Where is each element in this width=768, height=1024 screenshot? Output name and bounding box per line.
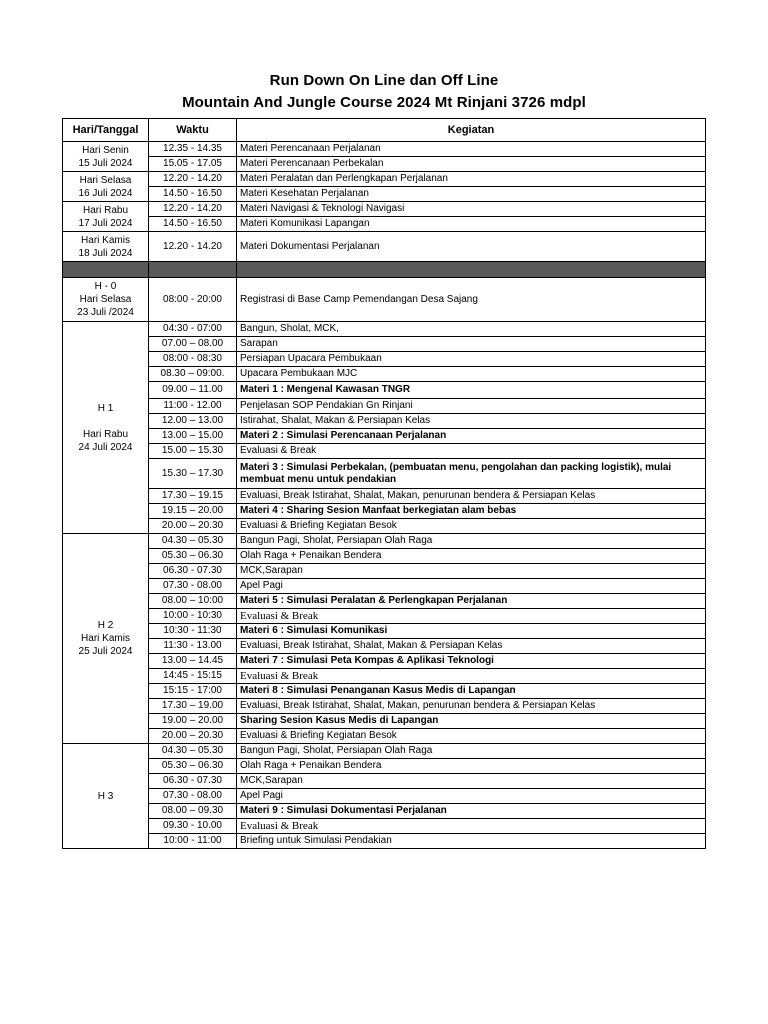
header-hari-tanggal: Hari/Tanggal: [63, 119, 149, 142]
table-row: [63, 714, 706, 729]
table-row: [63, 579, 706, 594]
table-row: [63, 609, 706, 624]
table-row: [63, 414, 706, 429]
day-label-line: H - 0: [94, 281, 117, 292]
activity-cell: Sarapan: [237, 337, 706, 352]
separator-cell: [63, 262, 149, 278]
table-row: [63, 399, 706, 414]
day-label-line: Hari Rabu: [82, 204, 129, 216]
activity-cell: Olah Raga + Penaikan Bendera: [237, 759, 706, 774]
activity-cell: Evaluasi & Break: [237, 669, 706, 684]
table-row: [63, 564, 706, 579]
day-label-line: Hari Rabu: [82, 428, 129, 440]
table-row: [63, 684, 706, 699]
time-cell: 14.50 - 16.50: [149, 217, 237, 232]
time-cell: 06.30 - 07.30: [149, 564, 237, 579]
day-label-line: 15 Juli 2024: [78, 157, 133, 169]
table-row: [63, 352, 706, 367]
activity-cell: Sharing Sesion Kasus Medis di Lapangan: [237, 714, 706, 729]
activity-cell: Materi 1 : Mengenal Kawasan TNGR: [237, 382, 706, 399]
table-row: [63, 699, 706, 714]
rundown-table: [62, 118, 706, 849]
activity-cell: Persiapan Upacara Pembukaan: [237, 352, 706, 367]
activity-cell: MCK,Sarapan: [237, 774, 706, 789]
day-cell: [63, 534, 149, 744]
day-label-line: 16 Juli 2024: [78, 187, 133, 199]
activity-cell: Materi 9 : Simulasi Dokumentasi Perjalanan: [237, 804, 706, 819]
time-cell: 14.50 - 16.50: [149, 187, 237, 202]
table-row: [63, 789, 706, 804]
day-cell: [63, 322, 149, 534]
time-cell: 04.30 – 05.30: [149, 744, 237, 759]
time-cell: 17.30 – 19.00: [149, 699, 237, 714]
table-row: [63, 834, 706, 849]
activity-cell: Olah Raga + Penaikan Bendera: [237, 549, 706, 564]
day-label-line: 17 Juli 2024: [78, 217, 133, 229]
table-header: [63, 119, 706, 142]
time-cell: 19.15 – 20.00: [149, 504, 237, 519]
time-cell: 08.30 – 09:00.: [149, 367, 237, 382]
day-label-line: H 3: [97, 790, 114, 802]
table-row: [63, 337, 706, 352]
activity-cell: Briefing untuk Simulasi Pendakian: [237, 834, 706, 849]
time-cell: 12.35 - 14.35: [149, 142, 237, 157]
table-row: [63, 744, 706, 759]
activity-cell: Penjelasan SOP Pendakian Gn Rinjani: [237, 399, 706, 414]
activity-cell: Evaluasi & Break: [237, 609, 706, 624]
separator-cell: [149, 262, 237, 278]
table-row: [63, 232, 706, 262]
activity-cell: Istirahat, Shalat, Makan & Persiapan Kelas: [237, 414, 706, 429]
table-row: [63, 278, 706, 322]
time-cell: 09.30 - 10.00: [149, 819, 237, 834]
time-cell: 20.00 – 20.30: [149, 519, 237, 534]
day-cell: [63, 172, 149, 202]
table-body: [63, 142, 706, 849]
table-row: [63, 142, 706, 157]
table-row: [63, 489, 706, 504]
activity-cell: Evaluasi & Briefing Kegiatan Besok: [237, 729, 706, 744]
activity-cell: Upacara Pembukaan MJC: [237, 367, 706, 382]
time-cell: 12.20 - 14.20: [149, 232, 237, 262]
activity-cell: Bangun, Sholat, MCK,: [237, 322, 706, 337]
day-label-line: H 1: [97, 402, 114, 414]
day-cell: [63, 232, 149, 262]
time-cell: 11:30 - 13.00: [149, 639, 237, 654]
activity-cell: Apel Pagi: [237, 789, 706, 804]
time-cell: 07.00 – 08.00: [149, 337, 237, 352]
table-row: [63, 639, 706, 654]
day-cell: [63, 142, 149, 172]
activity-cell: Materi 2 : Simulasi Perencanaan Perjalanan: [237, 429, 706, 444]
time-cell: 14:45 - 15:15: [149, 669, 237, 684]
day-cell: [63, 202, 149, 232]
time-cell: 13.00 – 15.00: [149, 429, 237, 444]
table-row: [63, 729, 706, 744]
activity-cell: Materi 6 : Simulasi Komunikasi: [237, 624, 706, 639]
activity-cell: Evaluasi & Briefing Kegiatan Besok: [237, 519, 706, 534]
day-label-line: H 2: [97, 620, 114, 631]
day-label-line: Hari Kamis: [81, 234, 130, 246]
table-row: [63, 322, 706, 337]
activity-cell: Materi Peralatan dan Perlengkapan Perjalanan: [237, 172, 706, 187]
separator-cell: [237, 262, 706, 278]
day-label-line: Hari Senin: [82, 144, 129, 156]
time-cell: 15.30 – 17.30: [149, 459, 237, 489]
table-row: [63, 444, 706, 459]
time-cell: 20.00 – 20.30: [149, 729, 237, 744]
activity-cell: Materi Komunikasi Lapangan: [237, 217, 706, 232]
time-cell: 05.30 – 06.30: [149, 759, 237, 774]
table-row: [63, 534, 706, 549]
time-cell: 07.30 - 08.00: [149, 789, 237, 804]
table-row: [63, 217, 706, 232]
document-title: Run Down On Line dan Off Line: [269, 72, 499, 89]
time-cell: 08:00 - 08:30: [149, 352, 237, 367]
activity-cell: Materi 4 : Sharing Sesion Manfaat berkegiatan alam bebas: [237, 504, 706, 519]
table-row: [63, 504, 706, 519]
activity-cell: Evaluasi, Break Istirahat, Shalat, Makan, penurunan bendera & Persiapan Kelas: [237, 489, 706, 504]
table-row: [63, 804, 706, 819]
activity-cell: Materi 3 : Simulasi Perbekalan, (pembuatan menu, pengolahan dan packing logistik), mulai membuat menu untuk pendakian: [237, 459, 706, 489]
table-row: [63, 819, 706, 834]
activity-cell: Bangun Pagi, Sholat, Persiapan Olah Raga: [237, 744, 706, 759]
table-row: [63, 549, 706, 564]
day-label-line: 18 Juli 2024: [78, 247, 133, 259]
day-label-line: Hari Selasa: [79, 174, 132, 186]
header-waktu: Waktu: [149, 119, 237, 142]
day-label-line: 25 Juli 2024: [78, 646, 133, 657]
table-row: [63, 774, 706, 789]
day-label-line: [66, 415, 145, 428]
time-cell: 08.00 – 10:00: [149, 594, 237, 609]
time-cell: 12.20 - 14.20: [149, 172, 237, 187]
activity-cell: Evaluasi, Break Istirahat, Shalat, Makan, penurunan bendera & Persiapan Kelas: [237, 699, 706, 714]
separator-row: [63, 262, 706, 278]
header-kegiatan: Kegiatan: [237, 119, 706, 142]
day-label-line: 24 Juli 2024: [78, 441, 133, 453]
time-cell: 17.30 – 19.15: [149, 489, 237, 504]
table-row: [63, 624, 706, 639]
time-cell: 06.30 - 07.30: [149, 774, 237, 789]
time-cell: 19.00 – 20.00: [149, 714, 237, 729]
day-label-line: 23 Juli /2024: [77, 307, 134, 318]
time-cell: 13.00 – 14.45: [149, 654, 237, 669]
time-cell: 07.30 - 08.00: [149, 579, 237, 594]
time-cell: 15:15 - 17:00: [149, 684, 237, 699]
table-row: [63, 459, 706, 489]
activity-cell: Materi 7 : Simulasi Peta Kompas & Aplikasi Teknologi: [237, 654, 706, 669]
time-cell: 10:00 - 11:00: [149, 834, 237, 849]
time-cell: 05.30 – 06.30: [149, 549, 237, 564]
activity-cell: Materi 8 : Simulasi Penanganan Kasus Medis di Lapangan: [237, 684, 706, 699]
table-row: [63, 594, 706, 609]
document-subtitle: Mountain And Jungle Course 2024 Mt Rinjani 3726 mdpl: [182, 94, 586, 111]
table-row: [63, 172, 706, 187]
table-row: [63, 187, 706, 202]
time-cell: 09.00 – 11.00: [149, 382, 237, 399]
day-cell: [63, 278, 149, 322]
time-cell: 15.05 - 17.05: [149, 157, 237, 172]
activity-cell: Bangun Pagi, Sholat, Persiapan Olah Raga: [237, 534, 706, 549]
table-row: [63, 669, 706, 684]
activity-cell: Materi Navigasi & Teknologi Navigasi: [237, 202, 706, 217]
time-cell: 04:30 - 07:00: [149, 322, 237, 337]
time-cell: 15.00 – 15.30: [149, 444, 237, 459]
day-label-line: Hari Kamis: [81, 633, 130, 644]
time-cell: 12.00 – 13.00: [149, 414, 237, 429]
time-cell: 08.00 – 09.30: [149, 804, 237, 819]
activity-cell: Apel Pagi: [237, 579, 706, 594]
time-cell: 04.30 – 05.30: [149, 534, 237, 549]
time-cell: 10:00 - 10:30: [149, 609, 237, 624]
activity-cell: Materi Dokumentasi Perjalanan: [237, 232, 706, 262]
day-cell: [63, 744, 149, 849]
table-row: [63, 367, 706, 382]
time-cell: 10:30 - 11:30: [149, 624, 237, 639]
table-row: [63, 157, 706, 172]
activity-cell: Materi 5 : Simulasi Peralatan & Perlengkapan Perjalanan: [237, 594, 706, 609]
table-row: [63, 654, 706, 669]
time-cell: 08:00 - 20:00: [149, 278, 237, 322]
activity-cell: Materi Perencanaan Perjalanan: [237, 142, 706, 157]
time-cell: 12.20 - 14.20: [149, 202, 237, 217]
table-row: [63, 519, 706, 534]
activity-cell: Materi Perencanaan Perbekalan: [237, 157, 706, 172]
table-row: [63, 429, 706, 444]
table-row: [63, 202, 706, 217]
table-row: [63, 759, 706, 774]
activity-cell: MCK,Sarapan: [237, 564, 706, 579]
activity-cell: Evaluasi & Break: [237, 444, 706, 459]
activity-cell: Evaluasi, Break Istirahat, Shalat, Makan & Persiapan Kelas: [237, 639, 706, 654]
time-cell: 11:00 - 12.00: [149, 399, 237, 414]
activity-cell: Evaluasi & Break: [237, 819, 706, 834]
activity-cell: Registrasi di Base Camp Pemendangan Desa Sajang: [237, 278, 706, 322]
activity-cell: Materi Kesehatan Perjalanan: [237, 187, 706, 202]
table-row: [63, 382, 706, 399]
day-label-line: Hari Selasa: [79, 294, 132, 305]
